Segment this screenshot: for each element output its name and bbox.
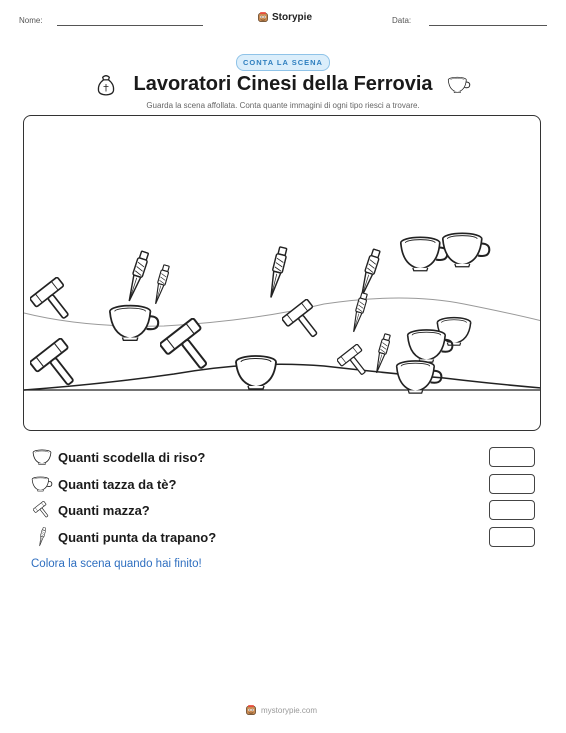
question-text: Quanti punta da trapano?: [58, 529, 217, 545]
teacup-icon: [447, 76, 471, 94]
answer-box-sledgehammer[interactable]: [489, 500, 535, 520]
scene-sledgehammer: [30, 277, 76, 323]
brand-logo: [257, 11, 312, 23]
scene-sledgehammer: [282, 299, 324, 341]
answer-box-drill-bit[interactable]: [489, 527, 535, 547]
coloring-instruction: Colora la scena quando hai finito!: [31, 558, 202, 570]
scene-teacup: [394, 358, 444, 396]
rice-bowl-icon: [32, 449, 52, 465]
question-rice-bowl: [31, 447, 205, 467]
scene-badge: CONTA LA SCENA: [236, 54, 330, 71]
brand-name: Storypie: [272, 11, 313, 23]
question-text: Quanti tazza da tè?: [58, 476, 177, 492]
scene-teacup: [107, 303, 161, 343]
footer-site: mystorypie.com: [261, 705, 318, 715]
scene-sledgehammer: [337, 344, 371, 378]
counting-scene: [23, 115, 541, 431]
question-sledgehammer: [31, 500, 150, 520]
storypie-mascot-icon: [245, 704, 257, 716]
name-label: Nome:: [19, 16, 43, 25]
drill-bit-icon: [36, 526, 49, 547]
storypie-mascot-icon: [257, 11, 269, 23]
scene-sledgehammer: [30, 338, 82, 390]
scene-sledgehammer: [160, 318, 216, 374]
date-label: Data:: [392, 16, 412, 25]
date-line: [429, 25, 547, 26]
footer-brand: [245, 704, 317, 716]
teacup-icon: [31, 476, 53, 492]
question-drill-bit: [31, 527, 216, 547]
sledgehammer-icon: [33, 501, 51, 519]
scene-teacup: [440, 231, 492, 269]
answer-box-rice-bowl[interactable]: [489, 447, 535, 467]
answer-box-teacup[interactable]: [489, 474, 535, 494]
question-text: Quanti mazza?: [58, 502, 150, 518]
question-teacup: [31, 474, 176, 494]
question-text: Quanti scodella di riso?: [58, 449, 206, 465]
page-title: Lavoratori Cinesi della Ferrovia: [133, 73, 433, 95]
name-line: [57, 25, 203, 26]
page-subtitle: Guarda la scena affollata. Conta quante immagini di ogni tipo riesci a trovare.: [146, 101, 420, 110]
scene-rice-bowl: [234, 354, 278, 390]
